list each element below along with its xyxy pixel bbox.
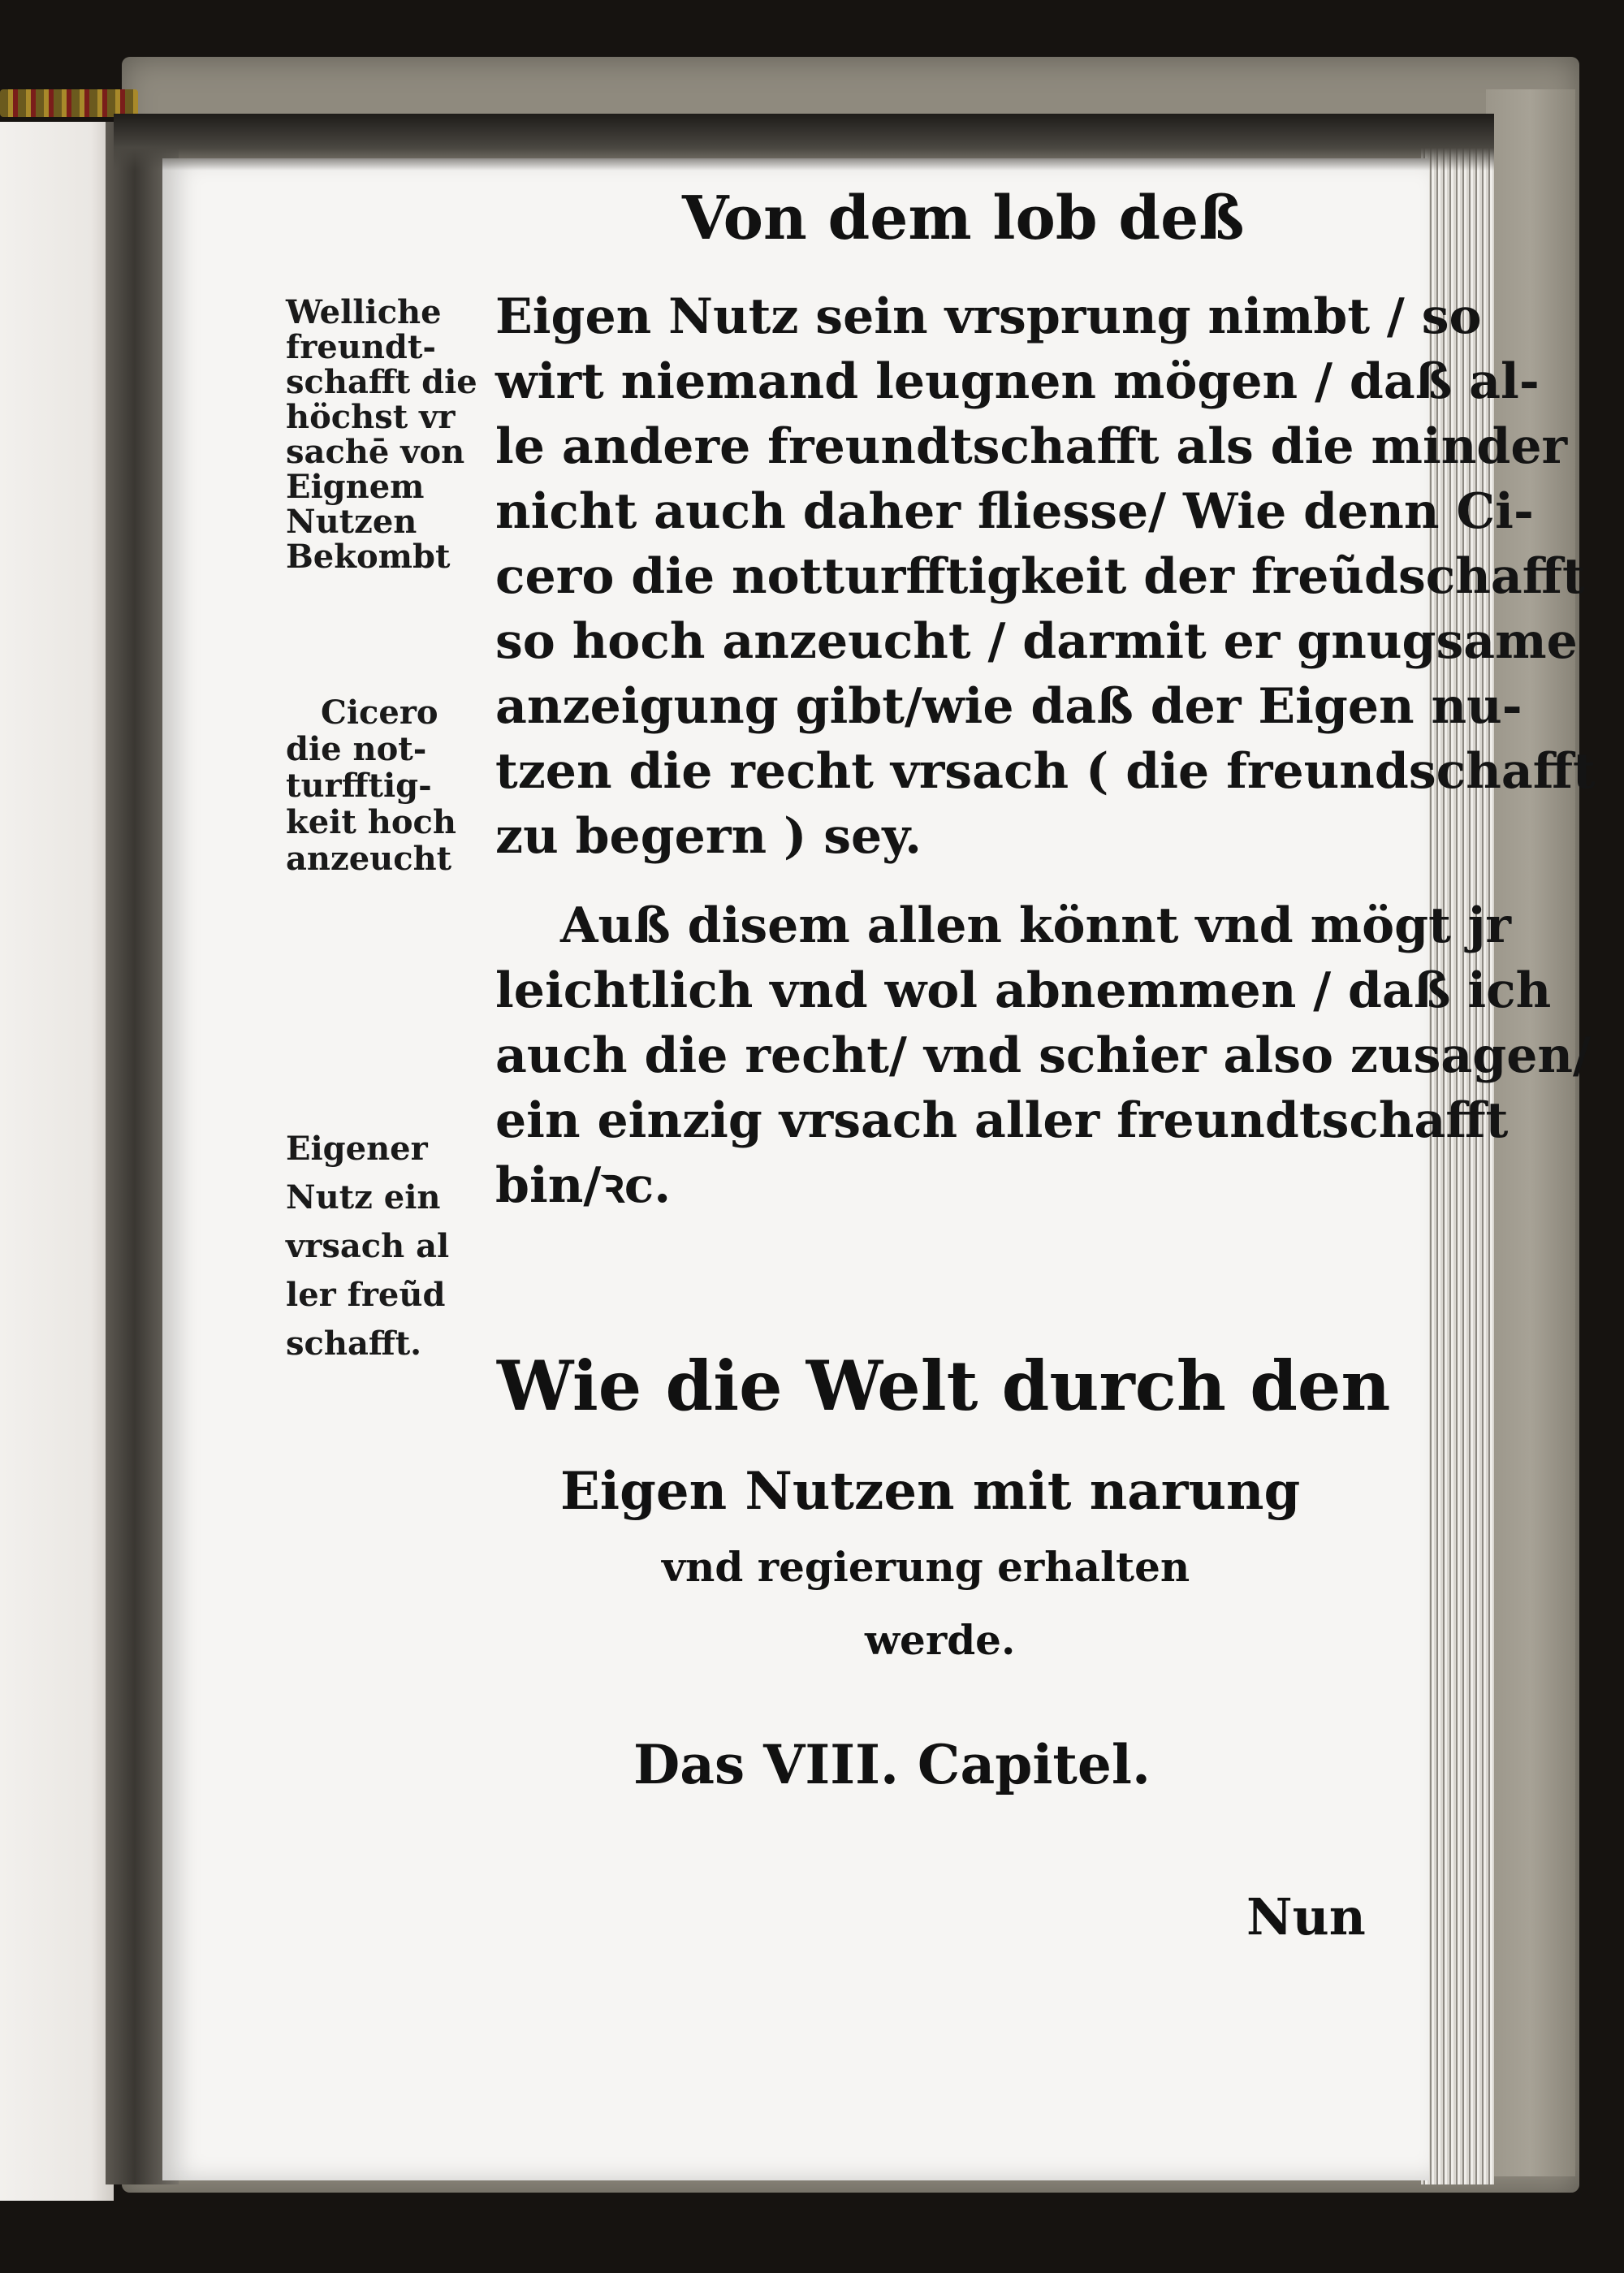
margin-note-line: die not-: [286, 730, 427, 768]
chapter-heading-line: werde.: [865, 1616, 1016, 1664]
margin-note-line: freundt-: [286, 328, 436, 366]
text-line: tzen die recht vrsach ( die freundschafft: [495, 743, 1596, 800]
margin-note-line: Eigener: [286, 1130, 428, 1168]
text-line: ein einzig vrsach aller freundtschafft: [495, 1092, 1509, 1149]
margin-note-line: sachē von: [286, 433, 465, 471]
margin-note-line: ler freũd: [286, 1276, 446, 1314]
chapter-number: Das VIII. Capitel.: [633, 1733, 1151, 1796]
facing-page: [0, 122, 114, 2201]
catchword: Nun: [1246, 1887, 1366, 1947]
text-line: bin/ꝛc.: [495, 1157, 672, 1214]
headband: [0, 89, 138, 117]
margin-note-line: anzeucht: [286, 840, 452, 878]
text-line: auch die recht/ vnd schier also zusagen/: [495, 1027, 1591, 1084]
margin-note-line: Cicero: [321, 694, 438, 732]
margin-note-line: keit hoch: [286, 803, 456, 841]
text-line: Eigen Nutz sein vrsprung nimbt / so: [495, 288, 1482, 345]
margin-note-line: höchst vr: [286, 398, 456, 436]
running-head: Von dem lob deß: [682, 184, 1245, 253]
margin-note-line: Welliche: [286, 293, 442, 331]
margin-note-line: Eignem: [286, 468, 425, 506]
margin-note-line: Nutz ein: [286, 1178, 441, 1216]
text-line: so hoch anzeucht / darmit er gnugsame: [495, 613, 1578, 670]
text-line: nicht auch daher fliesse/ Wie denn Ci-: [495, 483, 1534, 540]
chapter-heading-line: vnd regierung erhalten: [662, 1543, 1190, 1591]
margin-note-line: Nutzen: [286, 503, 417, 541]
text-line: cero die notturfftigkeit der freũdschafft: [495, 548, 1585, 605]
margin-note-line: Bekombt: [286, 538, 451, 576]
page-top-shadow: [114, 114, 1494, 171]
chapter-heading-line: Eigen Nutzen mit narung: [560, 1461, 1301, 1522]
margin-note-line: vrsach al: [286, 1227, 450, 1265]
margin-note-line: schafft.: [286, 1324, 422, 1363]
text-line: wirt niemand leugnen mögen / daß al-: [495, 353, 1540, 410]
text-line: leichtlich vnd wol abnemmen / daß ich: [495, 962, 1552, 1019]
text-line: le andere freundtschafft als die minder: [495, 418, 1568, 475]
text-line: Auß disem allen könnt vnd mögt jr: [560, 897, 1512, 954]
chapter-heading-line: Wie die Welt durch den: [497, 1346, 1391, 1426]
margin-note-line: schafft die: [286, 363, 477, 401]
text-line: zu begern ) sey.: [495, 808, 922, 865]
text-line: anzeigung gibt/wie daß der Eigen nu-: [495, 678, 1522, 735]
margin-note-line: turfftig-: [286, 767, 432, 805]
